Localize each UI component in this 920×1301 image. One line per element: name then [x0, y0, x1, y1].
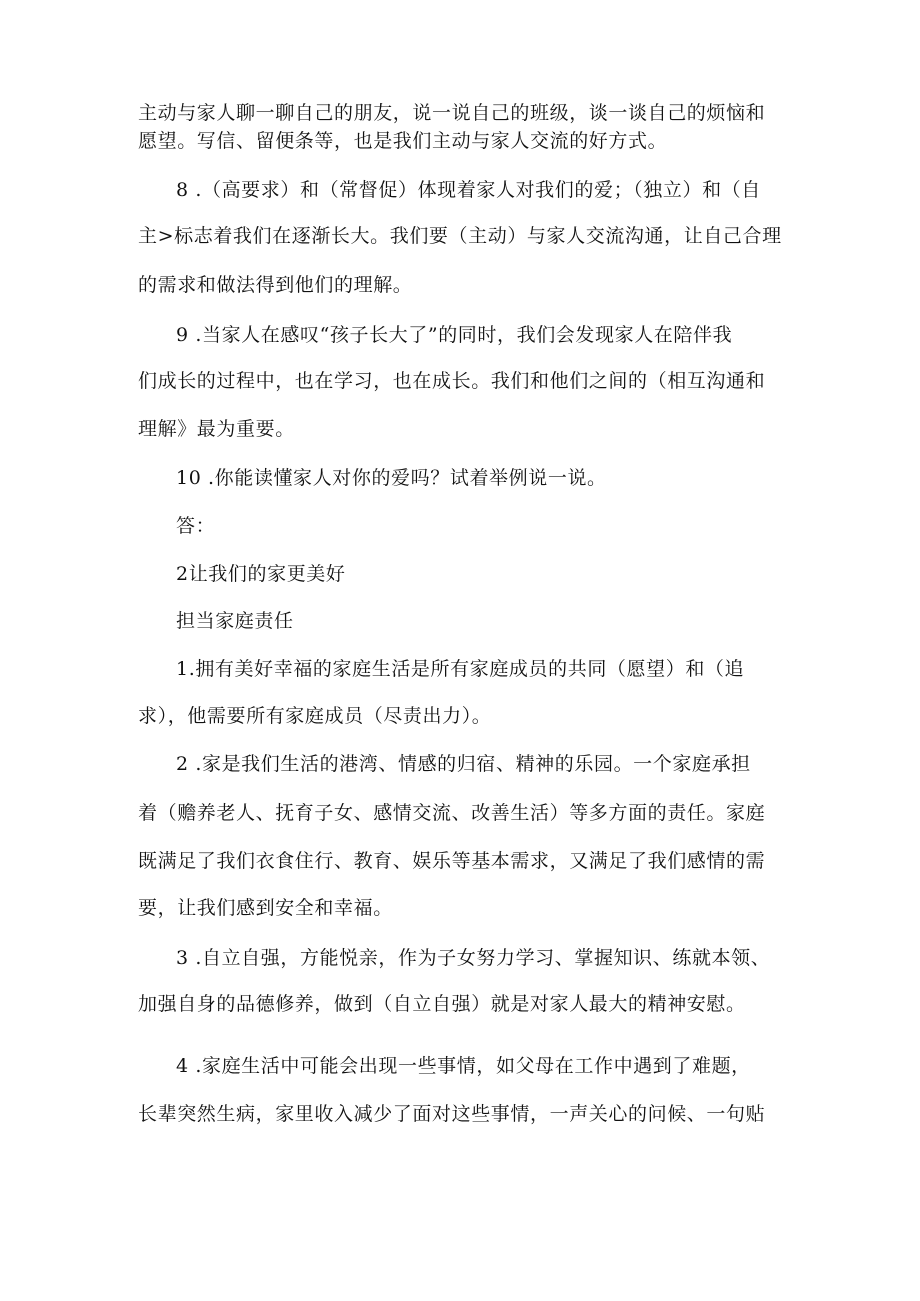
- section-title: 2让我们的家更美好: [176, 563, 346, 585]
- text-line-21: 4 .家庭生活中可能会出现一些事情，如父母在工作中遇到了难题，: [176, 1055, 751, 1077]
- text-line-14: 求），他需要所有家庭成员（尽责出力）。: [138, 705, 492, 727]
- text-line-13: 1.拥有美好幸福的家庭生活是所有家庭成员的共同（愿望）和（追: [176, 658, 745, 680]
- text-line-7: 们成长的过程中，也在学习，也在成长。我们和他们之间的（相互沟通和: [138, 370, 766, 392]
- text-line-9: 10 .你能读懂家人对你的爱吗？试着举例说一说。: [176, 467, 607, 489]
- text-line-17: 既满足了我们衣食住行、教育、娱乐等基本需求，又满足了我们感情的需: [138, 850, 766, 872]
- text-line-18: 要，让我们感到安全和幸福。: [138, 897, 393, 919]
- text-line-22: 长辈突然生病，家里收入减少了面对这些事情，一声关心的问候、一句贴: [138, 1103, 766, 1125]
- text-line-19: 3 .自立自强，方能悦亲，作为子女努力学习、掌握知识、练就本领、: [176, 947, 771, 969]
- text-line-1: 主动与家人聊一聊自己的朋友，说一说自己的班级，谈一谈自己的烦恼和: [138, 102, 766, 124]
- text-line-16: 着（赡养老人、抚育子女、感情交流、改善生活）等多方面的责任。家庭: [138, 802, 766, 824]
- text-line-15: 2 .家是我们生活的港湾、情感的归宿、精神的乐园。一个家庭承担: [176, 753, 751, 775]
- text-line-3: 8 .（高要求）和（常督促）体现着家人对我们的爱；（独立）和（自: [176, 179, 761, 201]
- text-line-8: 理解》最为重要。: [138, 418, 295, 440]
- text-line-2: 愿望。写信、留便条等，也是我们主动与家人交流的好方式。: [138, 130, 668, 152]
- text-line-6: 9 .当家人在感叹“孩子长大了”的同时，我们会发现家人在陪伴我: [176, 324, 733, 346]
- text-line-20: 加强自身的品德修养，做到（自立自强）就是对家人最大的精神安慰。: [138, 993, 746, 1015]
- text-line-10: 答：: [176, 515, 216, 537]
- subsection-title: 担当家庭责任: [176, 610, 294, 632]
- text-line-5: 的需求和做法得到他们的理解。: [138, 274, 413, 296]
- text-line-4: 主>标志着我们在逐渐长大。我们要（主动）与家人交流沟通，让自己合理: [138, 225, 782, 247]
